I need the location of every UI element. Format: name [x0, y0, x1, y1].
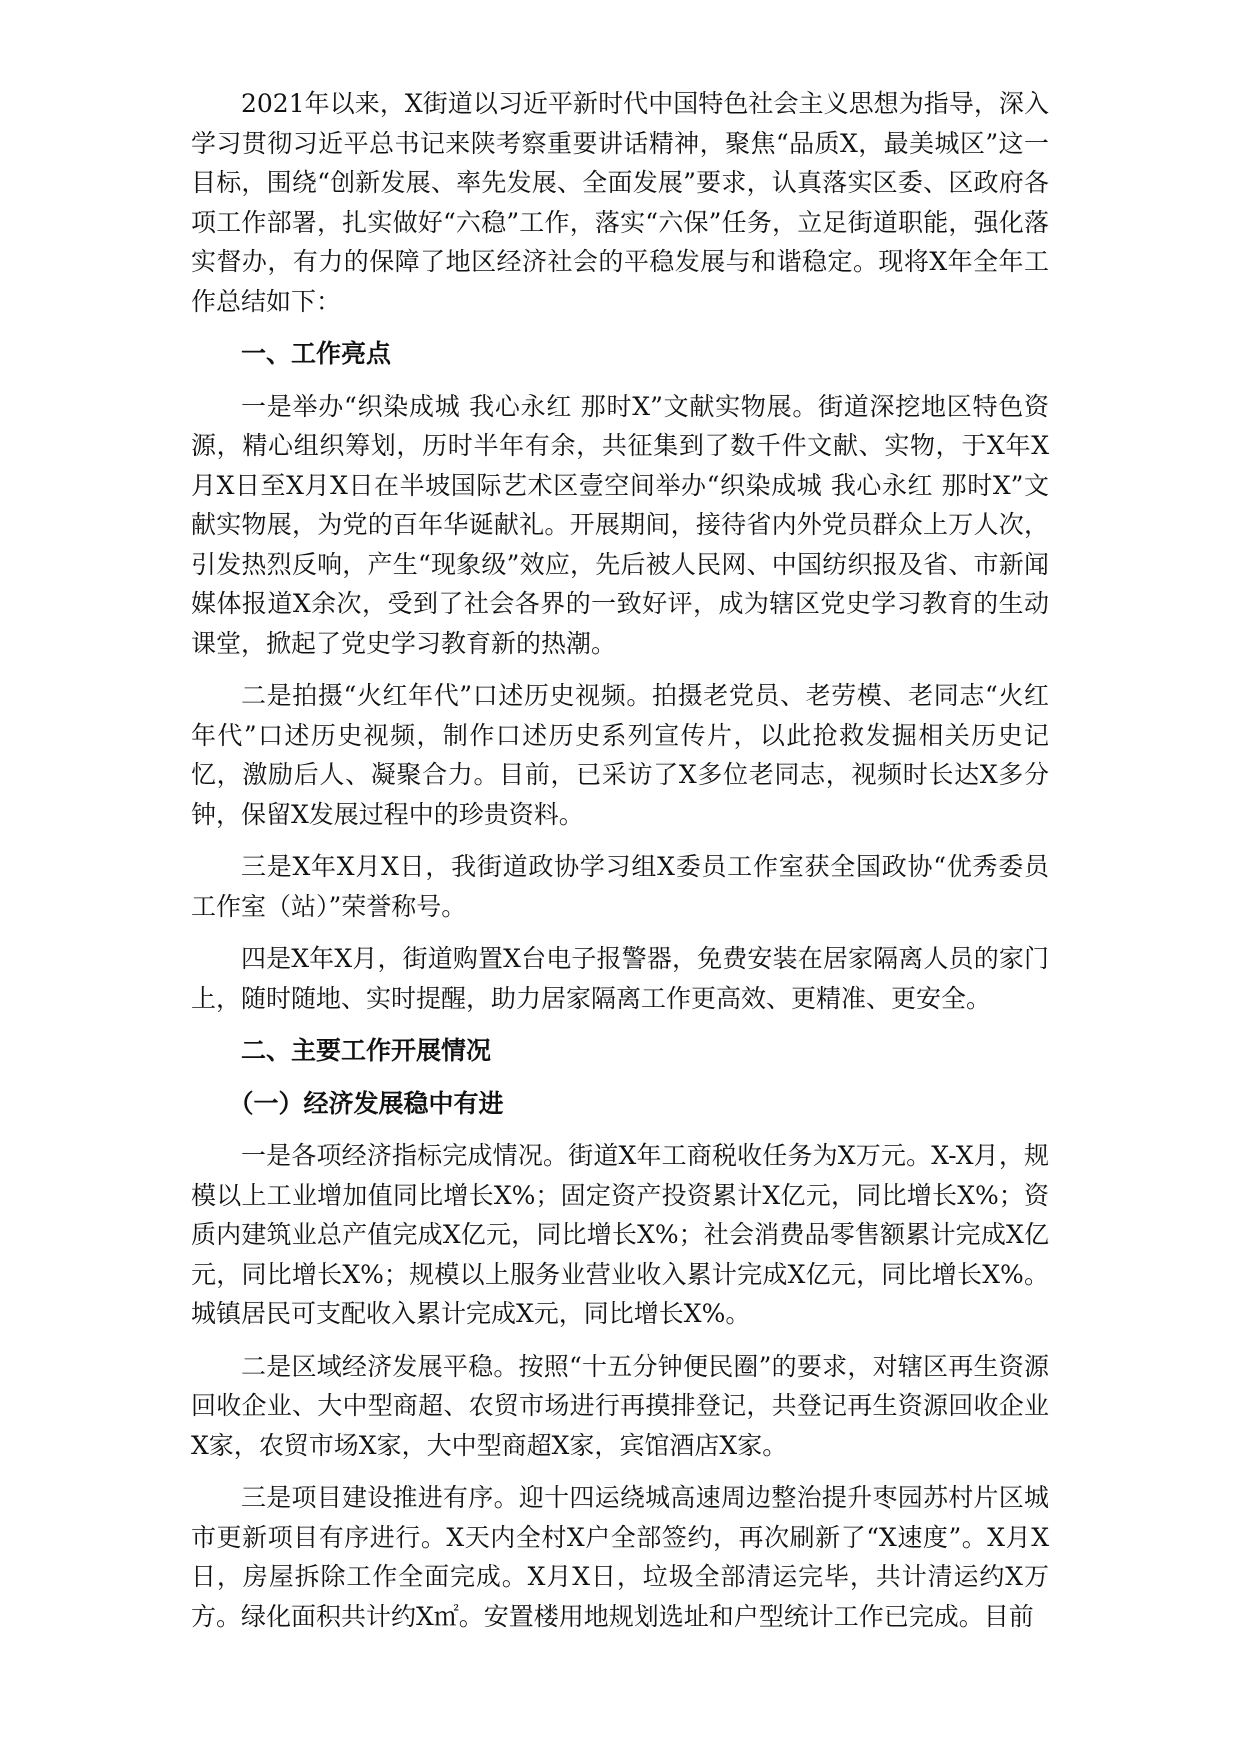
section-heading-highlights: 一、工作亮点	[241, 339, 392, 368]
highlight-paragraph-3: 三是X年X月X日，我街道政协学习组X委员工作室获全国政协“优秀委员工作室（站）”荣誉称号。	[191, 852, 1049, 921]
highlight-paragraph-2: 二是拍摄“火红年代”口述历史视频。拍摄老党员、老劳模、老同志“火红年代”口述历史视频，制作口述历史系列宣传片，以此抢救发掘相关历史记忆，激励后人、凝聚合力。目前，已采访了X多位老同志，视频时长达X多分钟，保留X发展过程中的珍贵资料。	[191, 681, 1049, 829]
highlight-paragraph-4: 四是X年X月，街道购置X台电子报警器，免费安装在居家隔离人员的家门上，随时随地、实时提醒，助力居家隔离工作更高效、更精准、更安全。	[191, 944, 1049, 1013]
section-heading-main-work: 二、主要工作开展情况	[241, 1036, 492, 1065]
highlight-paragraph-1: 一是举办“织染成城 我心永红 那时X”文献实物展。街道深挖地区特色资源，精心组织筹划，历时半年有余，共征集到了数千件文献、实物，于X年X月X日至X月X日在半坡国际艺术区壹空间举办“织染成城 我心永红 那时X”文献实物展，为党的百年华诞献礼。开展期间，接待省内外党员群众上万人次，引发热烈反响，产生“现象级”效应，先后被人民网、中国纺织报及省、市新闻媒体报道X余次，受到了社会各界的一致好评，成为辖区党史学习教育的生动课堂，掀起了党史学习教育新的热潮。	[191, 391, 1049, 658]
economy-paragraph-3: 三是项目建设推进有序。迎十四运绕城高速周边整治提升枣园苏村片区城市更新项目有序进行。X天内全村X户全部签约，再次刷新了“X速度”。X月X日，房屋拆除工作全面完成。X月X日，垃圾全部清运完毕，共计清运约X万方。绿化面积共计约X㎡。安置楼用地规划选址和户型统计工作已完成。目前	[191, 1483, 1049, 1631]
subsection-heading-economy: （一）经济发展稳中有进	[228, 1088, 504, 1118]
intro-paragraph: 2021年以来，X街道以习近平新时代中国特色社会主义思想为指导，深入学习贯彻习近平总书记来陕考察重要讲话精神，聚焦“品质X，最美城区”这一目标，围绕“创新发展、率先发展、全面发展”要求，认真落实区委、区政府各项工作部署，扎实做好“六稳”工作，落实“六保”任务，立足街道职能，强化落实督办，有力的保障了地区经济社会的平稳发展与和谐稳定。现将X年全年工作总结如下：	[191, 89, 1049, 316]
economy-paragraph-2: 二是区域经济发展平稳。按照“十五分钟便民圈”的要求，对辖区再生资源回收企业、大中型商超、农贸市场进行再摸排登记，共登记再生资源回收企业X家，农贸市场X家，大中型商超X家，宾馆酒店X家。	[191, 1351, 1049, 1460]
economy-paragraph-1: 一是各项经济指标完成情况。街道X年工商税收任务为X万元。X-X月，规模以上工业增加值同比增长X%；固定资产投资累计X亿元，同比增长X%；资质内建筑业总产值完成X亿元，同比增长X%；社会消费品零售额累计完成X亿元，同比增长X%；规模以上服务业营业收入累计完成X亿元，同比增长X%。城镇居民可支配收入累计完成X元，同比增长X%。	[191, 1141, 1049, 1328]
